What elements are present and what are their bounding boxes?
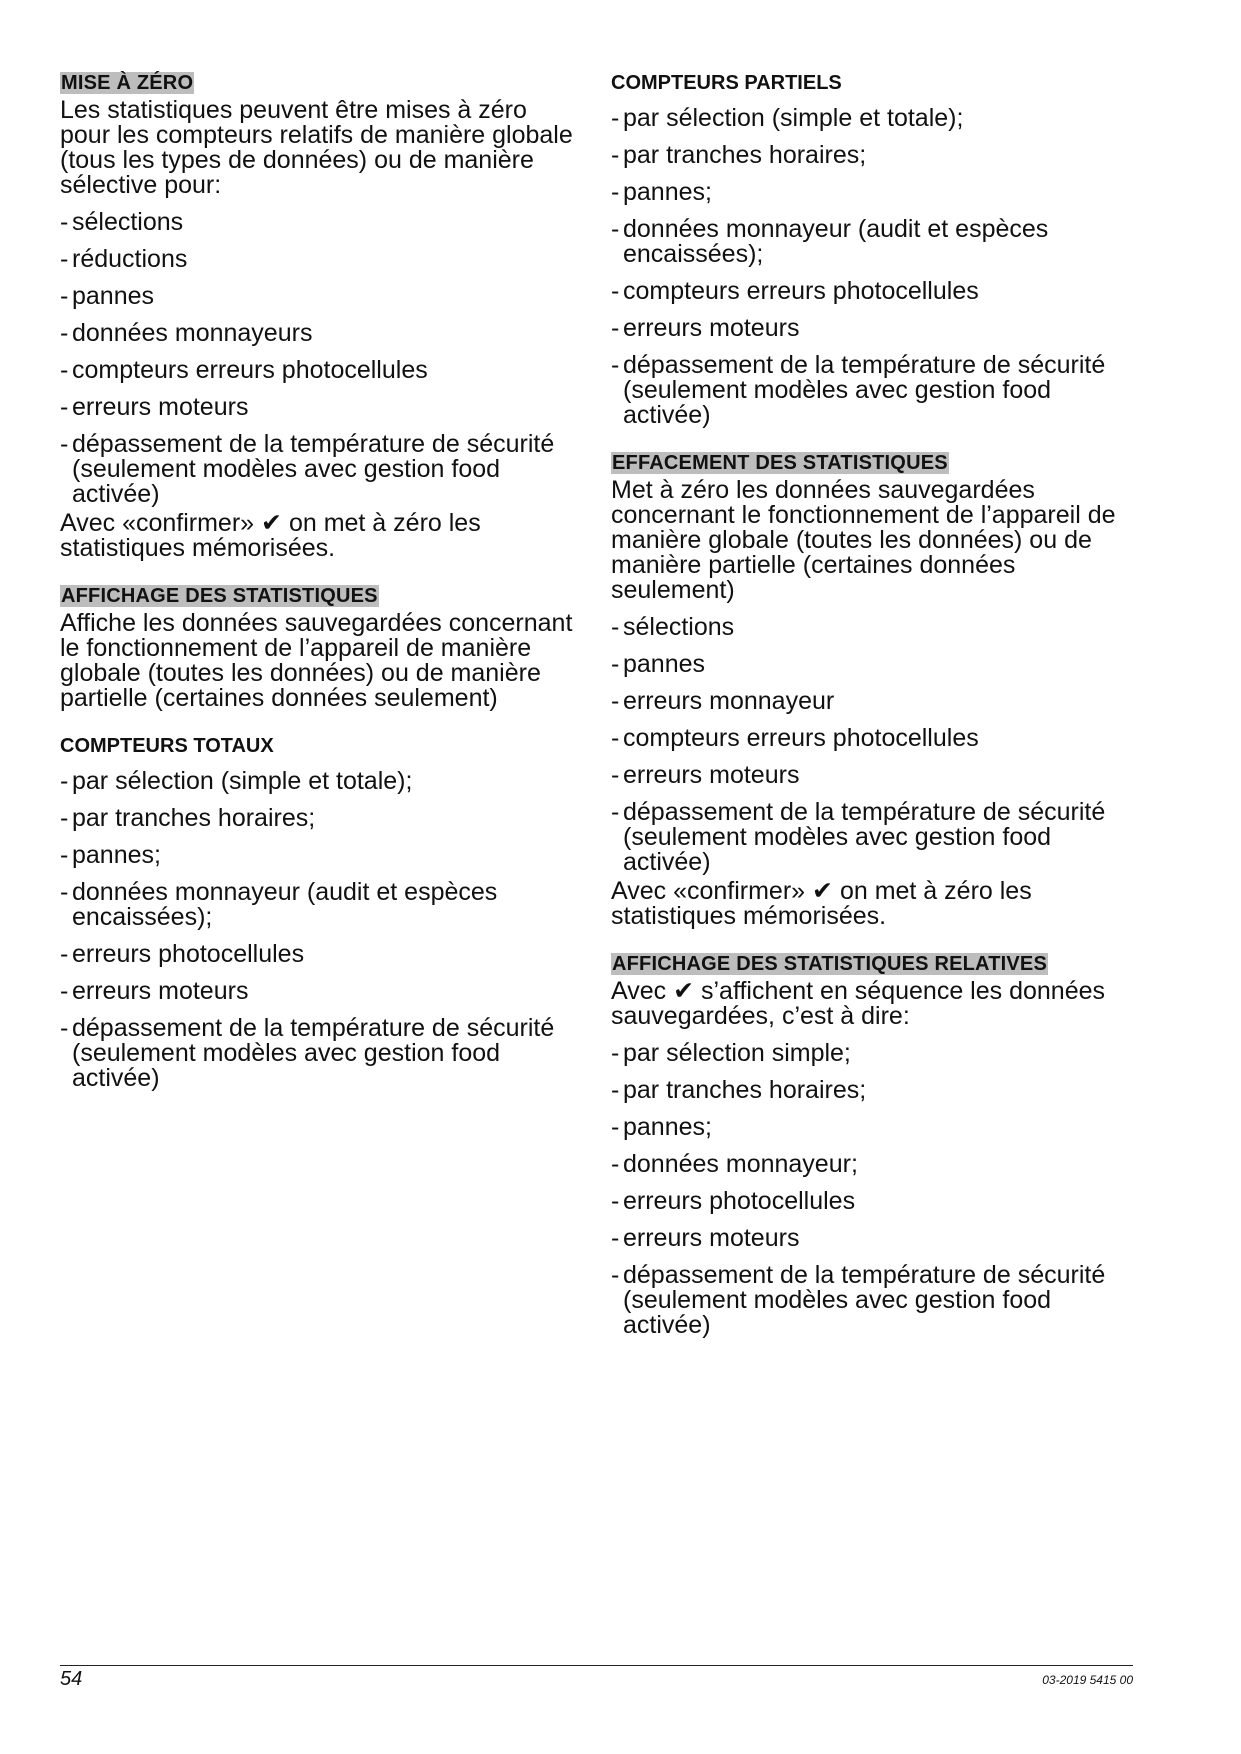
check-icon: ✔ [812,877,833,905]
list-item: - compteurs erreurs photocellules [60,356,428,384]
compteurs-partiels-list [611,106,1131,428]
check-icon: ✔ [261,509,282,537]
list-item: - pannes; [611,178,712,206]
section-heading-mise-a-zero: MISE À ZÉRO [61,72,194,94]
list-item: - par tranches horaires; [611,1076,867,1104]
list-item: - compteurs erreurs photocellules [611,724,979,752]
list-item: - par tranches horaires; [611,141,867,169]
list-item: - erreurs moteurs [60,393,249,421]
footer-divider [60,1665,1133,1666]
list-item: - dépassement de la température de sécurité (seulement modèles avec gestion food activée) [611,1261,1106,1339]
mise-a-zero-confirm: Avec «confirmer» ✔ on met à zéro les statistiques mémorisées. [60,509,481,562]
list-item: - réductions [60,245,188,273]
section-heading-effacement: EFFACEMENT DES STATISTIQUES [612,452,948,474]
list-item: - par sélection (simple et totale); [60,767,413,795]
list-item: - dépassement de la température de sécurité (seulement modèles avec gestion food activée) [611,798,1106,876]
subheading-compteurs-partiels: COMPTEURS PARTIELS [611,72,842,94]
list-item: - dépassement de la température de sécurité (seulement modèles avec gestion food activée) [611,351,1106,429]
section-heading-affichage-relatives: AFFICHAGE DES STATISTIQUES RELATIVES [612,953,1048,975]
effacement-confirm: Avec «confirmer» ✔ on met à zéro les statistiques mémorisées. [611,877,1032,930]
list-item: - pannes; [611,1113,712,1141]
document-code: 03-2019 5415 00 [1042,1673,1133,1687]
subheading-compteurs-totaux: COMPTEURS TOTAUX [60,735,274,757]
mise-a-zero-intro: Les statistiques peuvent être mises à zéro pour les compteurs relatifs de manière globale (tous les types de données) ou de manière sélective pour: [60,96,573,199]
list-item: - sélections [60,208,184,236]
list-item: - données monnayeur (audit et espèces encaissées); [60,878,498,931]
mise-a-zero-list [60,210,580,507]
list-item: - compteurs erreurs photocellules [611,277,979,305]
section-heading-affichage: AFFICHAGE DES STATISTIQUES [61,585,378,607]
list-item: - erreurs moteurs [611,314,800,342]
list-item: - erreurs photocellules [60,940,305,968]
list-item: - par tranches horaires; [60,804,316,832]
list-item: - par sélection simple; [611,1039,851,1067]
list-item: - dépassement de la température de sécurité (seulement modèles avec gestion food activée) [60,430,555,508]
affichage-relatives-list [611,1041,1131,1338]
list-item: - erreurs photocellules [611,1187,856,1215]
list-item: - données monnayeur (audit et espèces encaissées); [611,215,1049,268]
list-item: - sélections [611,613,735,641]
list-item: - erreurs moteurs [611,1224,800,1252]
affichage-intro: Affiche les données sauvegardées concernant le fonctionnement de l’appareil de manière globale (toutes les données) ou de manière partielle (certaines données seulement) [60,609,573,712]
list-item: - pannes [60,282,155,310]
page-number: 54 [60,1668,83,1690]
effacement-list [611,615,1131,875]
list-item: - pannes; [60,841,161,869]
list-item: - données monnayeur; [611,1150,858,1178]
list-item: - données monnayeurs [60,319,313,347]
affichage-relatives-intro: Avec ✔ s’affichent en séquence les données sauvegardées, c’est à dire: [611,977,1106,1030]
list-item: - erreurs monnayeur [611,687,835,715]
list-item: - erreurs moteurs [611,761,800,789]
right-column [611,72,1131,1338]
left-column [60,72,580,1091]
check-icon: ✔ [673,977,695,1005]
compteurs-totaux-list [60,769,580,1091]
list-item: - pannes [611,650,706,678]
effacement-intro: Met à zéro les données sauvegardées concernant le fonctionnement de l’appareil de manière globale (toutes les données) ou de manière partielle (certaines données seulement) [611,476,1116,604]
list-item: - erreurs moteurs [60,977,249,1005]
list-item: - par sélection (simple et totale); [611,104,964,132]
list-item: - dépassement de la température de sécurité (seulement modèles avec gestion food activée) [60,1014,555,1092]
